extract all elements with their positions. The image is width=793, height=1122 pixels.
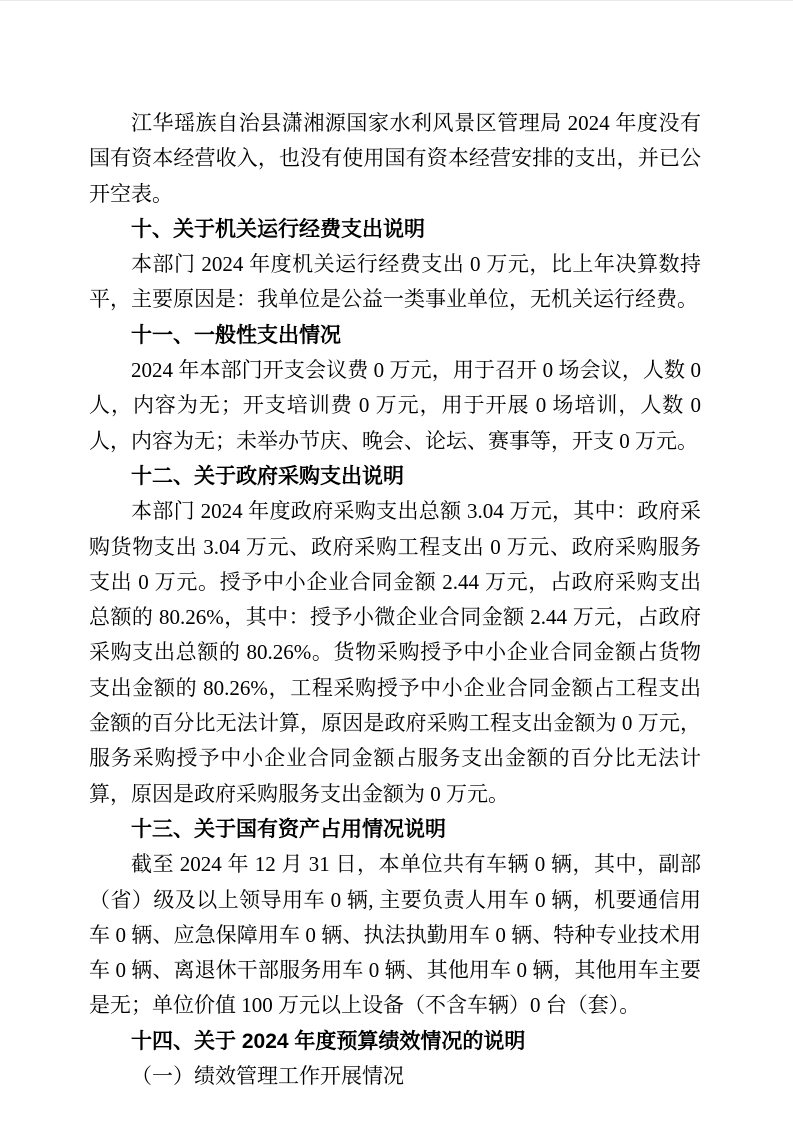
heading-section-thirteen-state-assets: 十三、关于国有资产占用情况说明 [131, 817, 446, 841]
paragraph-state-capital-operations: 江华瑶族自治县潇湘源国家水利风景区管理局 2024 年度没有国有资本经营收入，也没有使用国有资本经营安排的支出，并已公开空表。 [89, 111, 701, 206]
heading-section-twelve-government-procurement: 十二、关于政府采购支出说明 [131, 464, 404, 488]
paragraph-agency-operating-expenses: 本部门 2024 年度机关运行经费支出 0 万元，比上年决算数持平，主要原因是：我单位是公益一类事业单位，无机关运行经费。 [89, 252, 701, 312]
paragraph-general-expenditures: 2024 年本部门开支会议费 0 万元，用于召开 0 场会议，人数 0 人，内容为无；开支培训费 0 万元，用于开展 0 场培训，人数 0 人，内容为无；未举办节庆、晚会、论坛、赛事等，开支 0 万元。 [89, 358, 701, 453]
paragraph-state-assets-vehicles-equipment: 截至 2024 年 12 月 31 日，本单位共有车辆 0 辆，其中，副部（省）级及以上领导用车 0 辆, 主要负责人用车 0 辆，机要通信用车 0 辆、应急保障用车 0 辆、执法执勤用车 0 辆、特种专业技术用车 0 辆、离退休干部服务用车 0 辆、其他用车 0 辆，其他用车主要是无；单位价值 100 万元以上设备（不含车辆）0 台（套）。 [89, 852, 701, 1018]
heading-section-eleven-general-expenditures: 十一、一般性支出情况 [131, 323, 341, 347]
subheading-performance-management-work: （一）绩效管理工作开展情况 [131, 1065, 404, 1089]
heading-section-fourteen-budget-performance: 十四、关于 2024 年度预算绩效情况的说明 [131, 1029, 526, 1053]
heading-section-ten-agency-operating-expenses: 十、关于机关运行经费支出说明 [131, 217, 425, 241]
paragraph-government-procurement: 本部门 2024 年度政府采购支出总额 3.04 万元，其中：政府采购货物支出 3.04 万元、政府采购工程支出 0 万元、政府采购服务支出 0 万元。授予中小企业合同金额 2.44 万元，占政府采购支出总额的 80.26%，其中：授予小微企业合同金额 2.44 万元，占政府采购支出总额的 80.26%。货物采购授予中小企业合同金额占货物支出金额的 80.26%，工程采购授予中小企业合同金额占工程支出金额的百分比无法计算，原因是政府采购工程支出金额为 0 万元，服务采购授予中小企业合同金额占服务支出金额的百分比无法计算，原因是政府采购服务支出金额为 0 万元。 [89, 499, 701, 806]
